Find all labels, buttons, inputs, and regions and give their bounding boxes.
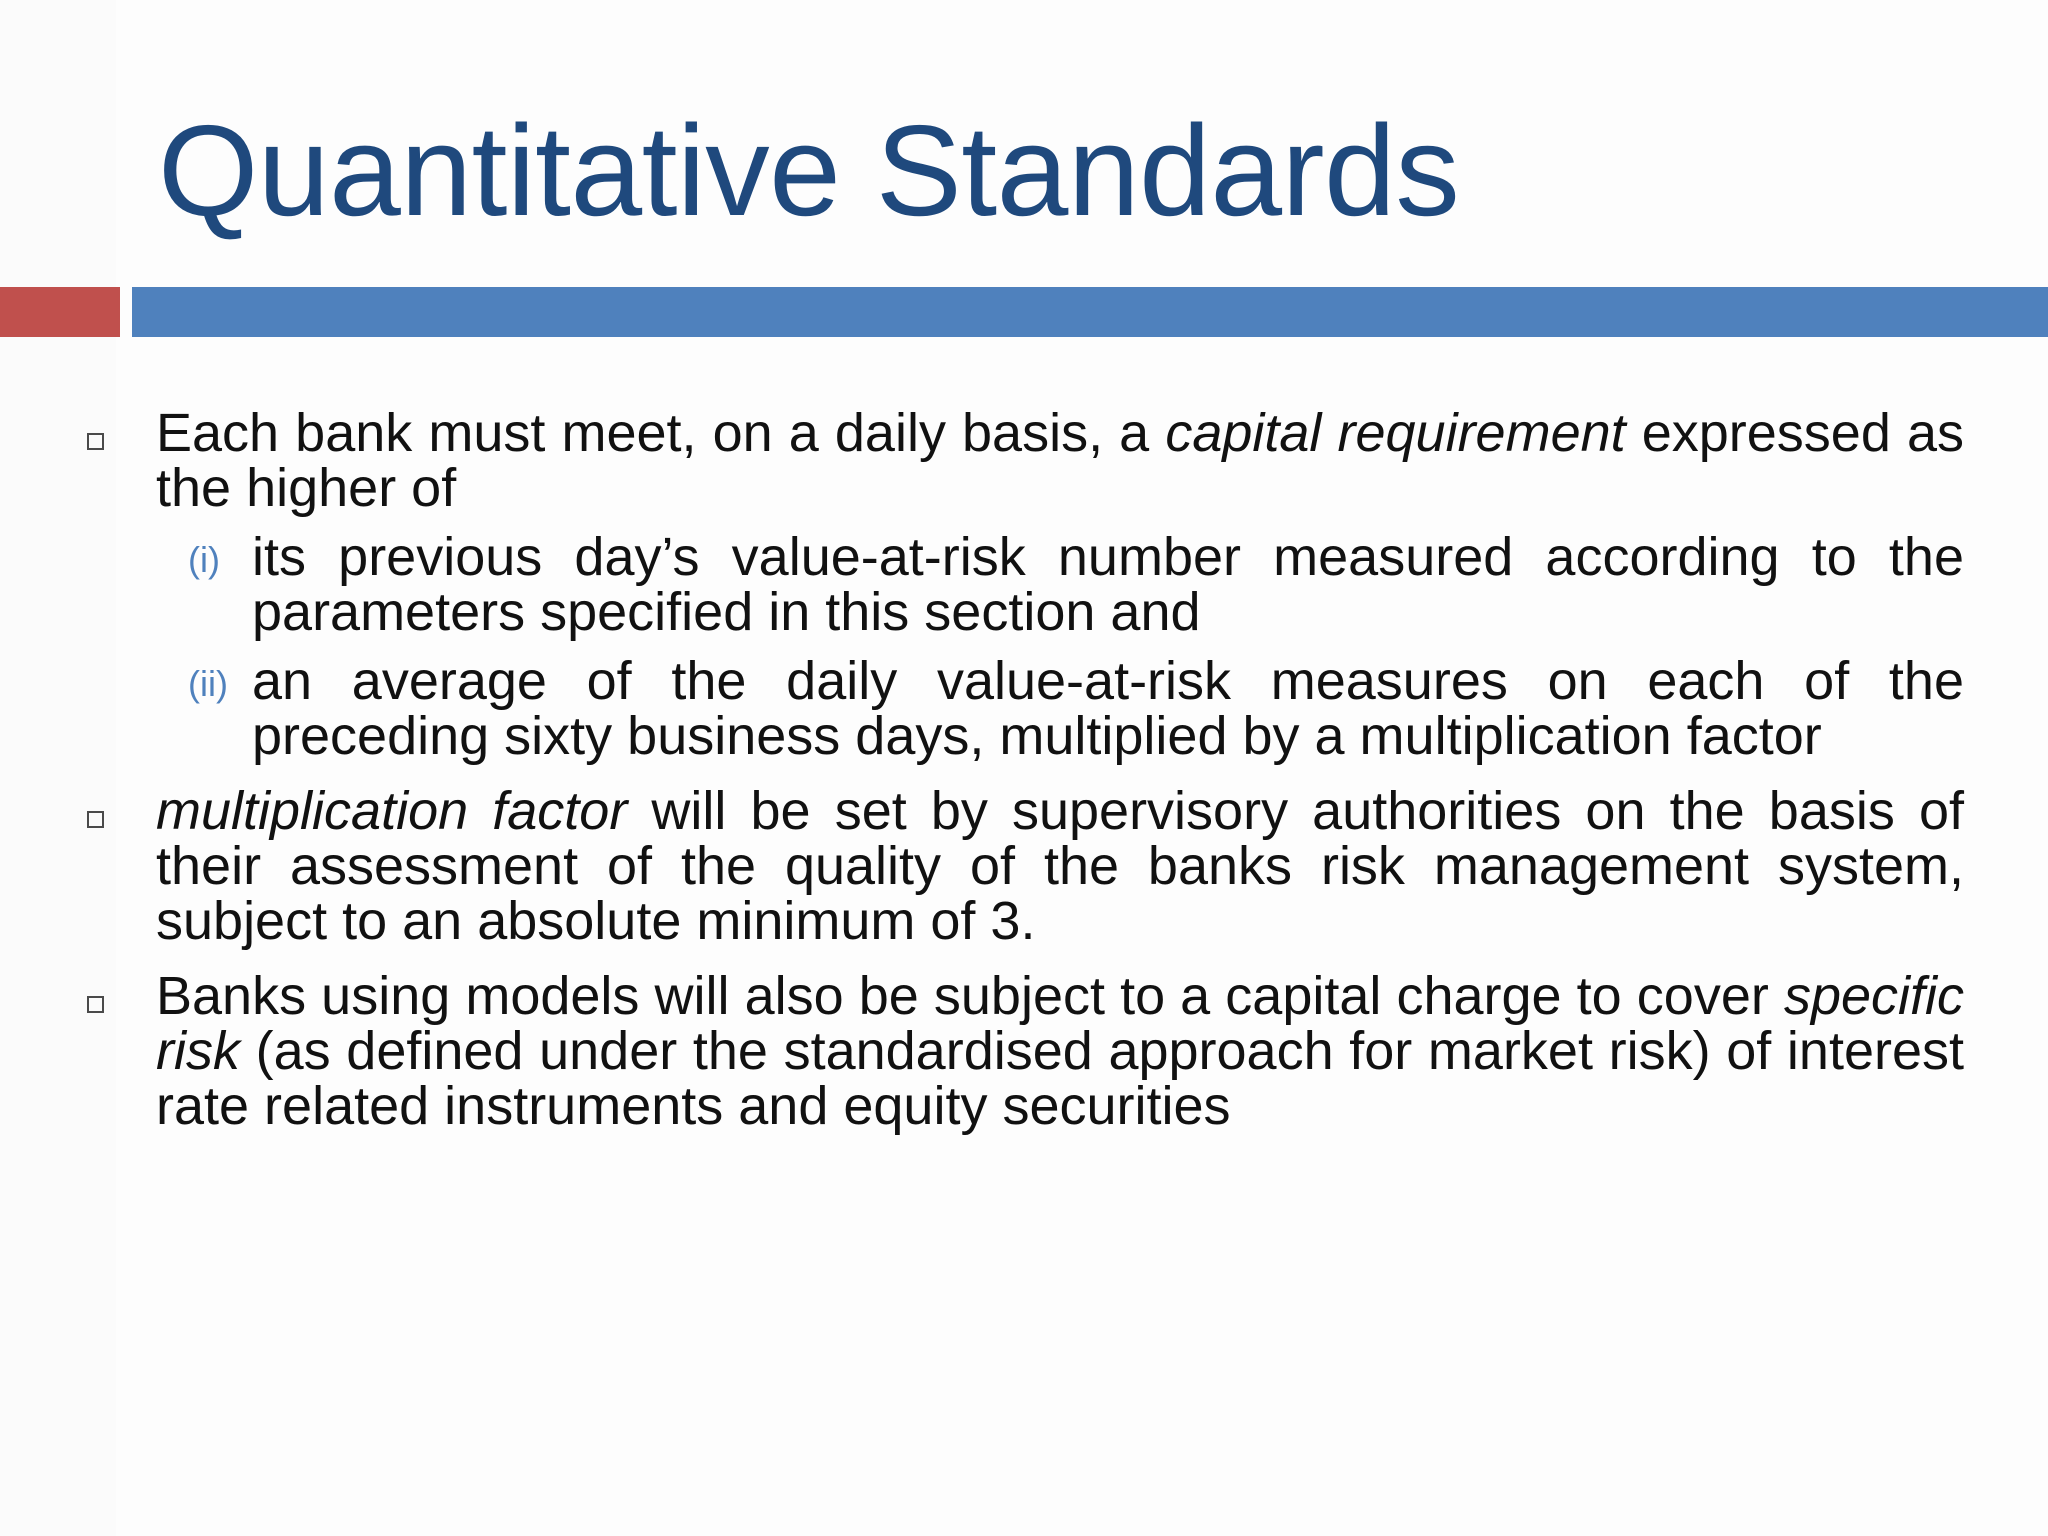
bullet-text: will be set by supervisory authorities on the basis of their assessment of the quality of the banks risk management system, subject to an absolute minimum of 3. [156, 781, 1964, 951]
bullet-emphasis: multiplication factor [156, 781, 628, 841]
bullet-item-specific-risk [80, 966, 1964, 1136]
hollow-square-bullet-icon [87, 996, 104, 1013]
bullet-list [80, 403, 1964, 1154]
accent-bar-blue [132, 287, 2048, 337]
sub-item-marker: (i) [188, 539, 220, 580]
bullet-item-capital-requirement [80, 403, 1964, 766]
sub-item-text: its previous day’s value-at-risk number measured according to the parameters specified in this section and [252, 527, 1964, 642]
sub-item-average-var [80, 651, 1964, 766]
sub-item-text: an average of the daily value-at-risk measures on each of the preceding sixty business days, multiplied by a multiplication factor [252, 651, 1964, 766]
bullet-emphasis: specific risk [156, 966, 1964, 1081]
sub-item-marker: (ii) [188, 663, 228, 704]
bullet-text: expressed as the higher of [156, 403, 1964, 518]
sub-item-previous-day-var [80, 527, 1964, 642]
bullet-item-multiplication-factor [80, 781, 1964, 951]
bullet-text: Each bank must meet, on a daily basis, a [156, 403, 1166, 463]
hollow-square-bullet-icon [87, 433, 104, 450]
bullet-emphasis: capital requirement [1165, 403, 1626, 463]
bullet-text: (as defined under the standardised approach for market risk) of interest rate related instruments and equity securities [156, 1021, 1964, 1136]
accent-bar-red [0, 287, 120, 337]
hollow-square-bullet-icon [87, 811, 104, 828]
bullet-text: Banks using models will also be subject to a capital charge to cover [156, 966, 1784, 1026]
slide-title: Quantitative Standards [158, 99, 1460, 243]
